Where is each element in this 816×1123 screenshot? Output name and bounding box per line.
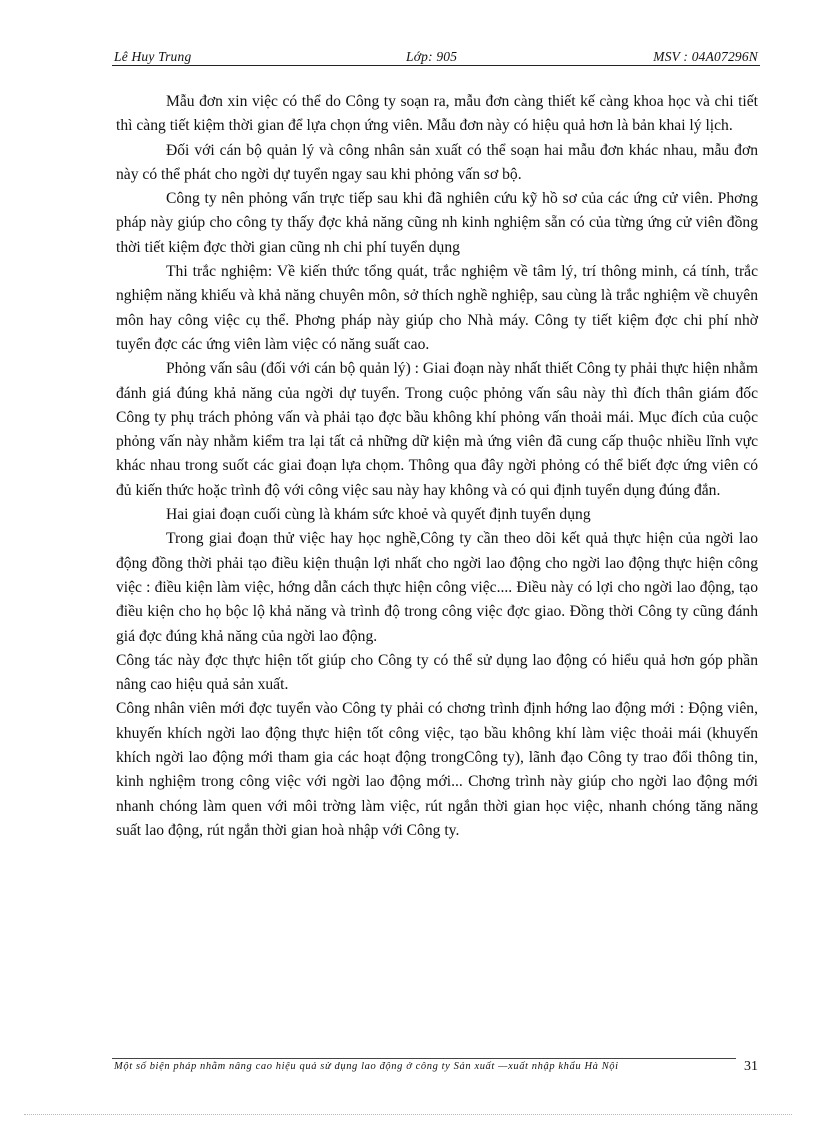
paragraph: Thi trắc nghiệm: Về kiến thức tổng quát, trắc nghiệm về tâm lý, trí thông minh, cá tính, trắc nghiệm năng khiếu và khả năng chuyên môn, sở thích nghề nghiệp, sau cùng là trắc nghiệm về chuyên môn hay công việc cụ thể. Phơng pháp này giúp cho Nhà máy. Công ty tiết kiệm đợc chi phí nhờ tuyển đợc các ứng viên làm việc có năng suất cao. [116, 263, 758, 353]
page-footer [114, 1061, 760, 1079]
paragraph: Công tác này đợc thực hiện tốt giúp cho Công ty có thể sử dụng lao động có hiểu quả hơn góp phần nâng cao hiệu quả sản xuất. [116, 651, 758, 694]
header-author: Lê Huy Trung [114, 49, 192, 64]
footer-title: Một số biện pháp nhằm nâng cao hiệu quả sử dụng lao động ở công ty Sản xuất —xuất nhập khẩu Hà Nội [114, 1061, 619, 1072]
paragraph: Trong giai đoạn thử việc hay học nghề,Công ty cần theo dõi kết quả thực hiện của ngời lao động đồng thời phải tạo điều kiện thuận lợi nhất cho ngời lao động cho ngời lao động thực hiện công việc : điều kiện làm việc, hớng dẫn cách thực hiện công việc.... Điều này có lợi cho ngời lao động, tạo điều kiện cho họ bộc lộ khả năng và trình độ trong công việc đợc giao. Đồng thời Công ty cũng đánh giá đợc đúng khả năng của ngời lao động. [116, 530, 758, 645]
header-class: Lớp: 905 [406, 49, 458, 64]
paragraph: Đối với cán bộ quản lý và công nhân sản xuất có thể soạn hai mẫu đơn khác nhau, mẫu đơn này có thể phát cho ngời dự tuyển ngay sau khi phỏng vấn sơ bộ. [116, 141, 758, 183]
header-student-id: MSV : 04A07296N [653, 49, 758, 64]
paragraph: Phỏng vấn sâu (đối với cán bộ quản lý) : Giai đoạn này nhất thiết Công ty phải thực hiện nhằm đánh giá đúng khả năng của ngời dự tuyển. Trong cuộc phỏng vấn sâu này thì đích thân giám đốc Công ty phụ trách phỏng vấn và phải tạo đợc bầu không khí phỏng vấn thoải mái. Mục đích của cuộc phỏng vấn này nhằm kiểm tra lại tất cả những dữ kiện mà ứng viên đã cung cấp thuộc nhiều lĩnh vực khác nhau trong suốt các giai đoạn lựa chọm. Thông qua đây ngời phỏng có thể biết đợc ứng viên có đủ kiến thức hoặc trình độ với công việc sau này hay không và có qui định tuyển dụng đúng đắn. [116, 360, 758, 499]
paragraph: Công nhân viên mới đợc tuyển vào Công ty phải có chơng trình định hớng lao động mới : Động viên, khuyến khích ngời lao động thực hiện tốt công việc, tạo bầu không khí làm việc thoải mái (khuyến khích ngời lao động mới tham gia các hoạt động trongCông ty), lãnh đạo Công ty trao đổi thông tin, kinh nghiệm trong công việc với ngời lao động mới... Chơng trình này giúp cho ngời lao động mới nhanh chóng làm quen với môi trờng làm việc, rút ngắn thời gian học việc, nhanh chóng tăng năng suất lao động, rút ngắn thời gian hoà nhập với Công ty. [116, 700, 758, 839]
body-text [116, 90, 758, 843]
page-number: 31 [744, 1059, 758, 1074]
paragraph: Công ty nên phỏng vấn trực tiếp sau khi đã nghiên cứu kỹ hồ sơ của các ứng cử viên. Phơng pháp này giúp cho công ty thấy đợc khả năng cũng nh kinh nghiệm sẵn có của từng ứng cử viên đồng thời tiết kiệm đợc thời gian cũng nh chi phí tuyển dụng [116, 190, 758, 256]
page-header [112, 46, 760, 66]
paragraph: Hai giai đoạn cuối cùng là khám sức khoẻ và quyết định tuyển dụng [166, 506, 591, 524]
header-rule [112, 65, 760, 66]
paragraph: Mẫu đơn xin việc có thể do Công ty soạn ra, mẫu đơn càng thiết kế càng khoa học và chi tiết thì càng tiết kiệm thời gian để lựa chọn ứng viên. Mẫu đơn này có hiệu quả hơn là bản khai lý lịch. [116, 93, 758, 135]
page-bottom-edge [24, 1114, 792, 1115]
footer-rule [112, 1058, 736, 1059]
